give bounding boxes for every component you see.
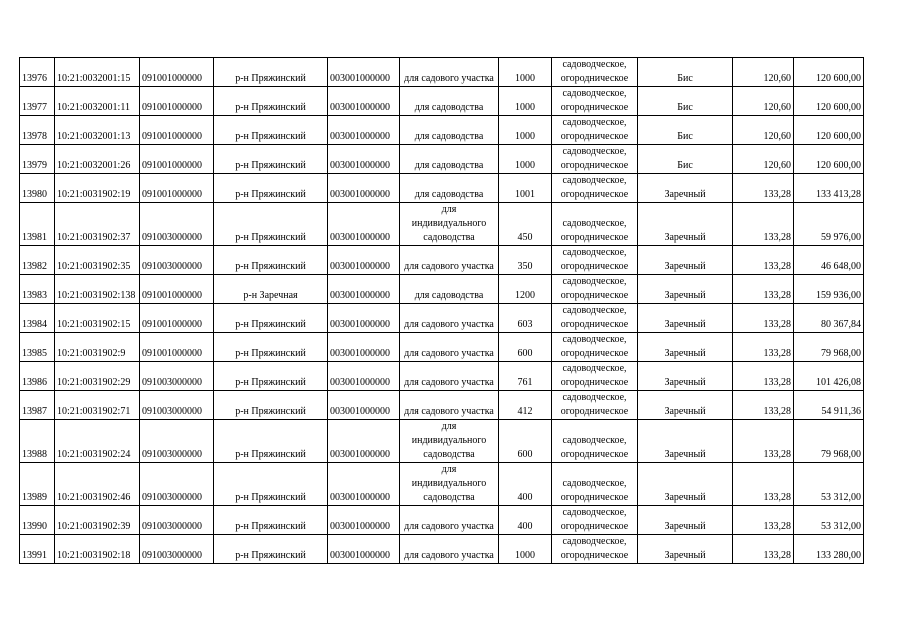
permitted-use-line: для садового участка xyxy=(404,348,494,359)
locality-cell: Бис xyxy=(638,145,733,174)
land-purpose-line: садоводческое, xyxy=(562,305,627,316)
table-row xyxy=(20,246,864,275)
locality-cell: Заречный xyxy=(638,420,733,463)
cadastral-number-cell: 10:21:0031902:138 xyxy=(55,275,140,304)
specific-value-cell: 120,60 xyxy=(733,116,794,145)
specific-value-cell: 133,28 xyxy=(733,420,794,463)
land-purpose-line: огородническое xyxy=(560,377,629,388)
permitted-use-line: для xyxy=(441,421,457,432)
cadastral-value-cell: 101 426,08 xyxy=(794,362,864,391)
land-purpose-line: огородническое xyxy=(560,492,629,503)
specific-value-cell: 133,28 xyxy=(733,174,794,203)
cadastral-number-cell: 10:21:0032001:11 xyxy=(55,87,140,116)
permitted-use-line: индивидуального xyxy=(411,435,487,446)
record-number-cell: 13983 xyxy=(20,275,55,304)
area-cell: 400 xyxy=(499,506,552,535)
okato-code-cell: 091001000000 xyxy=(140,304,214,333)
land-purpose-line: садоводческое, xyxy=(562,478,627,489)
table-row xyxy=(20,275,864,304)
district-cell: р-н Пряжинский xyxy=(214,420,328,463)
area-cell: 603 xyxy=(499,304,552,333)
record-number-cell: 13987 xyxy=(20,391,55,420)
specific-value-cell: 133,28 xyxy=(733,391,794,420)
record-number-cell: 13985 xyxy=(20,333,55,362)
district-cell: р-н Пряжинский xyxy=(214,145,328,174)
permitted-use-line: для садоводства xyxy=(414,290,484,301)
cadastral-value-cell: 120 600,00 xyxy=(794,145,864,174)
record-number-cell: 13981 xyxy=(20,203,55,246)
locality-cell: Заречный xyxy=(638,275,733,304)
area-cell: 1000 xyxy=(499,145,552,174)
cadastral-value-cell: 80 367,84 xyxy=(794,304,864,333)
land-purpose-line: садоводческое, xyxy=(562,88,627,99)
locality-cell: Бис xyxy=(638,116,733,145)
permitted-use-cell xyxy=(400,87,499,116)
land-purpose-line: садоводческое, xyxy=(562,218,627,229)
permitted-use-line: для садоводства xyxy=(414,189,484,200)
okato-code-cell: 091001000000 xyxy=(140,333,214,362)
record-number-cell: 13990 xyxy=(20,506,55,535)
permitted-use-cell xyxy=(400,275,499,304)
locality-cell: Заречный xyxy=(638,506,733,535)
locality-cell: Бис xyxy=(638,58,733,87)
permitted-use-cell xyxy=(400,420,499,463)
table-row xyxy=(20,333,864,362)
land-purpose-line: садоводческое, xyxy=(562,247,627,258)
cadastral-value-cell: 79 968,00 xyxy=(794,333,864,362)
land-purpose-line: огородническое xyxy=(560,449,629,460)
oktmo-code-cell: 003001000000 xyxy=(328,420,400,463)
record-number-cell: 13976 xyxy=(20,58,55,87)
permitted-use-cell xyxy=(400,174,499,203)
permitted-use-line: для садового участка xyxy=(404,377,494,388)
table-row xyxy=(20,506,864,535)
district-cell: р-н Пряжинский xyxy=(214,391,328,420)
record-number-cell: 13980 xyxy=(20,174,55,203)
land-purpose-line: огородническое xyxy=(560,319,629,330)
permitted-use-cell xyxy=(400,203,499,246)
land-purpose-cell xyxy=(552,58,638,87)
permitted-use-line: для садового участка xyxy=(404,73,494,84)
cadastral-number-cell: 10:21:0031902:37 xyxy=(55,203,140,246)
okato-code-cell: 091001000000 xyxy=(140,58,214,87)
district-cell: р-н Пряжинский xyxy=(214,304,328,333)
district-cell: р-н Пряжинский xyxy=(214,506,328,535)
specific-value-cell: 120,60 xyxy=(733,58,794,87)
cadastral-value-cell: 59 976,00 xyxy=(794,203,864,246)
table-row xyxy=(20,87,864,116)
cadastral-number-cell: 10:21:0031902:39 xyxy=(55,506,140,535)
locality-cell: Заречный xyxy=(638,333,733,362)
specific-value-cell: 133,28 xyxy=(733,246,794,275)
table-body xyxy=(20,58,864,564)
permitted-use-cell xyxy=(400,391,499,420)
table-row xyxy=(20,535,864,564)
okato-code-cell: 091001000000 xyxy=(140,116,214,145)
land-purpose-line: огородническое xyxy=(560,348,629,359)
land-purpose-line: садоводческое, xyxy=(562,59,627,70)
land-purpose-cell xyxy=(552,362,638,391)
record-number-cell: 13991 xyxy=(20,535,55,564)
locality-cell: Заречный xyxy=(638,246,733,275)
district-cell: р-н Заречная xyxy=(214,275,328,304)
permitted-use-line: для садового участка xyxy=(404,261,494,272)
permitted-use-line: садоводства xyxy=(423,232,475,243)
table-row xyxy=(20,203,864,246)
permitted-use-cell xyxy=(400,58,499,87)
permitted-use-line: для садового участка xyxy=(404,319,494,330)
permitted-use-cell xyxy=(400,362,499,391)
permitted-use-line: индивидуального xyxy=(411,478,487,489)
cadastral-value-cell: 120 600,00 xyxy=(794,116,864,145)
district-cell: р-н Пряжинский xyxy=(214,333,328,362)
land-purpose-line: садоводческое, xyxy=(562,392,627,403)
locality-cell: Заречный xyxy=(638,362,733,391)
cadastral-value-cell: 54 911,36 xyxy=(794,391,864,420)
okato-code-cell: 091003000000 xyxy=(140,463,214,506)
land-purpose-line: огородническое xyxy=(560,102,629,113)
locality-cell: Заречный xyxy=(638,463,733,506)
land-purpose-line: огородническое xyxy=(560,261,629,272)
land-purpose-line: огородническое xyxy=(560,232,629,243)
table-row xyxy=(20,362,864,391)
okato-code-cell: 091001000000 xyxy=(140,87,214,116)
district-cell: р-н Пряжинский xyxy=(214,174,328,203)
cadastral-number-cell: 10:21:0031902:35 xyxy=(55,246,140,275)
area-cell: 1001 xyxy=(499,174,552,203)
cadastral-number-cell: 10:21:0031902:29 xyxy=(55,362,140,391)
cadastral-number-cell: 10:21:0032001:26 xyxy=(55,145,140,174)
cadastral-value-cell: 133 280,00 xyxy=(794,535,864,564)
cadastral-number-cell: 10:21:0031902:71 xyxy=(55,391,140,420)
land-purpose-line: огородническое xyxy=(560,131,629,142)
permitted-use-cell xyxy=(400,116,499,145)
okato-code-cell: 091001000000 xyxy=(140,145,214,174)
specific-value-cell: 133,28 xyxy=(733,362,794,391)
permitted-use-line: для садового участка xyxy=(404,406,494,417)
area-cell: 1000 xyxy=(499,58,552,87)
okato-code-cell: 091003000000 xyxy=(140,506,214,535)
locality-cell: Заречный xyxy=(638,304,733,333)
oktmo-code-cell: 003001000000 xyxy=(328,145,400,174)
land-purpose-cell xyxy=(552,333,638,362)
cadastral-value-cell: 120 600,00 xyxy=(794,87,864,116)
table-row xyxy=(20,145,864,174)
okato-code-cell: 091003000000 xyxy=(140,391,214,420)
district-cell: р-н Пряжинский xyxy=(214,58,328,87)
cadastral-value-cell: 46 648,00 xyxy=(794,246,864,275)
record-number-cell: 13978 xyxy=(20,116,55,145)
oktmo-code-cell: 003001000000 xyxy=(328,246,400,275)
cadastral-value-table xyxy=(19,57,864,564)
table-row xyxy=(20,58,864,87)
okato-code-cell: 091003000000 xyxy=(140,203,214,246)
oktmo-code-cell: 003001000000 xyxy=(328,304,400,333)
land-purpose-line: огородническое xyxy=(560,406,629,417)
land-purpose-cell xyxy=(552,203,638,246)
okato-code-cell: 091001000000 xyxy=(140,174,214,203)
cadastral-number-cell: 10:21:0031902:15 xyxy=(55,304,140,333)
oktmo-code-cell: 003001000000 xyxy=(328,391,400,420)
cadastral-number-cell: 10:21:0031902:9 xyxy=(55,333,140,362)
specific-value-cell: 120,60 xyxy=(733,87,794,116)
permitted-use-cell xyxy=(400,246,499,275)
permitted-use-line: для садоводства xyxy=(414,131,484,142)
area-cell: 400 xyxy=(499,463,552,506)
oktmo-code-cell: 003001000000 xyxy=(328,174,400,203)
land-purpose-cell xyxy=(552,420,638,463)
specific-value-cell: 133,28 xyxy=(733,203,794,246)
land-purpose-line: огородническое xyxy=(560,521,629,532)
oktmo-code-cell: 003001000000 xyxy=(328,203,400,246)
locality-cell: Заречный xyxy=(638,174,733,203)
table-row xyxy=(20,391,864,420)
area-cell: 600 xyxy=(499,420,552,463)
table-row xyxy=(20,420,864,463)
record-number-cell: 13979 xyxy=(20,145,55,174)
specific-value-cell: 133,28 xyxy=(733,535,794,564)
specific-value-cell: 133,28 xyxy=(733,304,794,333)
oktmo-code-cell: 003001000000 xyxy=(328,333,400,362)
area-cell: 450 xyxy=(499,203,552,246)
cadastral-value-cell: 79 968,00 xyxy=(794,420,864,463)
permitted-use-line: для xyxy=(441,464,457,475)
locality-cell: Заречный xyxy=(638,391,733,420)
okato-code-cell: 091003000000 xyxy=(140,246,214,275)
specific-value-cell: 133,28 xyxy=(733,333,794,362)
land-purpose-cell xyxy=(552,535,638,564)
cadastral-value-cell: 120 600,00 xyxy=(794,58,864,87)
land-purpose-cell xyxy=(552,275,638,304)
area-cell: 412 xyxy=(499,391,552,420)
okato-code-cell: 091003000000 xyxy=(140,420,214,463)
land-purpose-cell xyxy=(552,391,638,420)
permitted-use-line: садоводства xyxy=(423,449,475,460)
permitted-use-line: садоводства xyxy=(423,492,475,503)
permitted-use-line: для xyxy=(441,204,457,215)
cadastral-number-cell: 10:21:0032001:13 xyxy=(55,116,140,145)
permitted-use-cell xyxy=(400,463,499,506)
cadastral-number-cell: 10:21:0031902:18 xyxy=(55,535,140,564)
cadastral-number-cell: 10:21:0032001:15 xyxy=(55,58,140,87)
land-purpose-line: огородническое xyxy=(560,73,629,84)
specific-value-cell: 133,28 xyxy=(733,463,794,506)
district-cell: р-н Пряжинский xyxy=(214,362,328,391)
record-number-cell: 13988 xyxy=(20,420,55,463)
land-purpose-line: садоводческое, xyxy=(562,507,627,518)
record-number-cell: 13977 xyxy=(20,87,55,116)
land-purpose-line: садоводческое, xyxy=(562,146,627,157)
land-purpose-line: огородническое xyxy=(560,189,629,200)
area-cell: 1200 xyxy=(499,275,552,304)
cadastral-number-cell: 10:21:0031902:24 xyxy=(55,420,140,463)
land-purpose-line: огородническое xyxy=(560,550,629,561)
cadastral-number-cell: 10:21:0031902:19 xyxy=(55,174,140,203)
land-purpose-cell xyxy=(552,145,638,174)
oktmo-code-cell: 003001000000 xyxy=(328,463,400,506)
area-cell: 600 xyxy=(499,333,552,362)
land-purpose-line: садоводческое, xyxy=(562,117,627,128)
district-cell: р-н Пряжинский xyxy=(214,246,328,275)
table-row xyxy=(20,116,864,145)
permitted-use-line: для садового участка xyxy=(404,550,494,561)
cadastral-value-cell: 53 312,00 xyxy=(794,463,864,506)
oktmo-code-cell: 003001000000 xyxy=(328,362,400,391)
permitted-use-line: для садоводства xyxy=(414,102,484,113)
land-purpose-cell xyxy=(552,506,638,535)
permitted-use-line: для садового участка xyxy=(404,521,494,532)
district-cell: р-н Пряжинский xyxy=(214,463,328,506)
permitted-use-cell xyxy=(400,304,499,333)
cadastral-value-cell: 159 936,00 xyxy=(794,275,864,304)
district-cell: р-н Пряжинский xyxy=(214,116,328,145)
land-purpose-line: садоводческое, xyxy=(562,276,627,287)
land-purpose-line: садоводческое, xyxy=(562,363,627,374)
permitted-use-cell xyxy=(400,535,499,564)
land-purpose-line: огородническое xyxy=(560,290,629,301)
oktmo-code-cell: 003001000000 xyxy=(328,506,400,535)
land-purpose-cell xyxy=(552,87,638,116)
permitted-use-line: индивидуального xyxy=(411,218,487,229)
oktmo-code-cell: 003001000000 xyxy=(328,58,400,87)
oktmo-code-cell: 003001000000 xyxy=(328,535,400,564)
land-purpose-line: огородническое xyxy=(560,160,629,171)
area-cell: 350 xyxy=(499,246,552,275)
specific-value-cell: 120,60 xyxy=(733,145,794,174)
land-purpose-line: садоводческое, xyxy=(562,175,627,186)
oktmo-code-cell: 003001000000 xyxy=(328,116,400,145)
okato-code-cell: 091003000000 xyxy=(140,362,214,391)
area-cell: 1000 xyxy=(499,535,552,564)
record-number-cell: 13984 xyxy=(20,304,55,333)
locality-cell: Бис xyxy=(638,87,733,116)
table-row xyxy=(20,174,864,203)
land-purpose-cell xyxy=(552,246,638,275)
land-purpose-line: садоводческое, xyxy=(562,435,627,446)
record-number-cell: 13986 xyxy=(20,362,55,391)
land-purpose-cell xyxy=(552,304,638,333)
area-cell: 1000 xyxy=(499,87,552,116)
record-number-cell: 13989 xyxy=(20,463,55,506)
specific-value-cell: 133,28 xyxy=(733,275,794,304)
land-purpose-line: садоводческое, xyxy=(562,334,627,345)
okato-code-cell: 091003000000 xyxy=(140,535,214,564)
area-cell: 761 xyxy=(499,362,552,391)
locality-cell: Заречный xyxy=(638,535,733,564)
district-cell: р-н Пряжинский xyxy=(214,535,328,564)
specific-value-cell: 133,28 xyxy=(733,506,794,535)
land-purpose-cell xyxy=(552,174,638,203)
land-purpose-line: садоводческое, xyxy=(562,536,627,547)
permitted-use-cell xyxy=(400,145,499,174)
cadastral-number-cell: 10:21:0031902:46 xyxy=(55,463,140,506)
okato-code-cell: 091001000000 xyxy=(140,275,214,304)
district-cell: р-н Пряжинский xyxy=(214,203,328,246)
cadastral-value-cell: 53 312,00 xyxy=(794,506,864,535)
oktmo-code-cell: 003001000000 xyxy=(328,275,400,304)
table-row xyxy=(20,304,864,333)
table-row xyxy=(20,463,864,506)
land-purpose-cell xyxy=(552,116,638,145)
record-number-cell: 13982 xyxy=(20,246,55,275)
district-cell: р-н Пряжинский xyxy=(214,87,328,116)
area-cell: 1000 xyxy=(499,116,552,145)
cadastral-value-cell: 133 413,28 xyxy=(794,174,864,203)
land-purpose-cell xyxy=(552,463,638,506)
permitted-use-line: для садоводства xyxy=(414,160,484,171)
permitted-use-cell xyxy=(400,333,499,362)
oktmo-code-cell: 003001000000 xyxy=(328,87,400,116)
permitted-use-cell xyxy=(400,506,499,535)
locality-cell: Заречный xyxy=(638,203,733,246)
